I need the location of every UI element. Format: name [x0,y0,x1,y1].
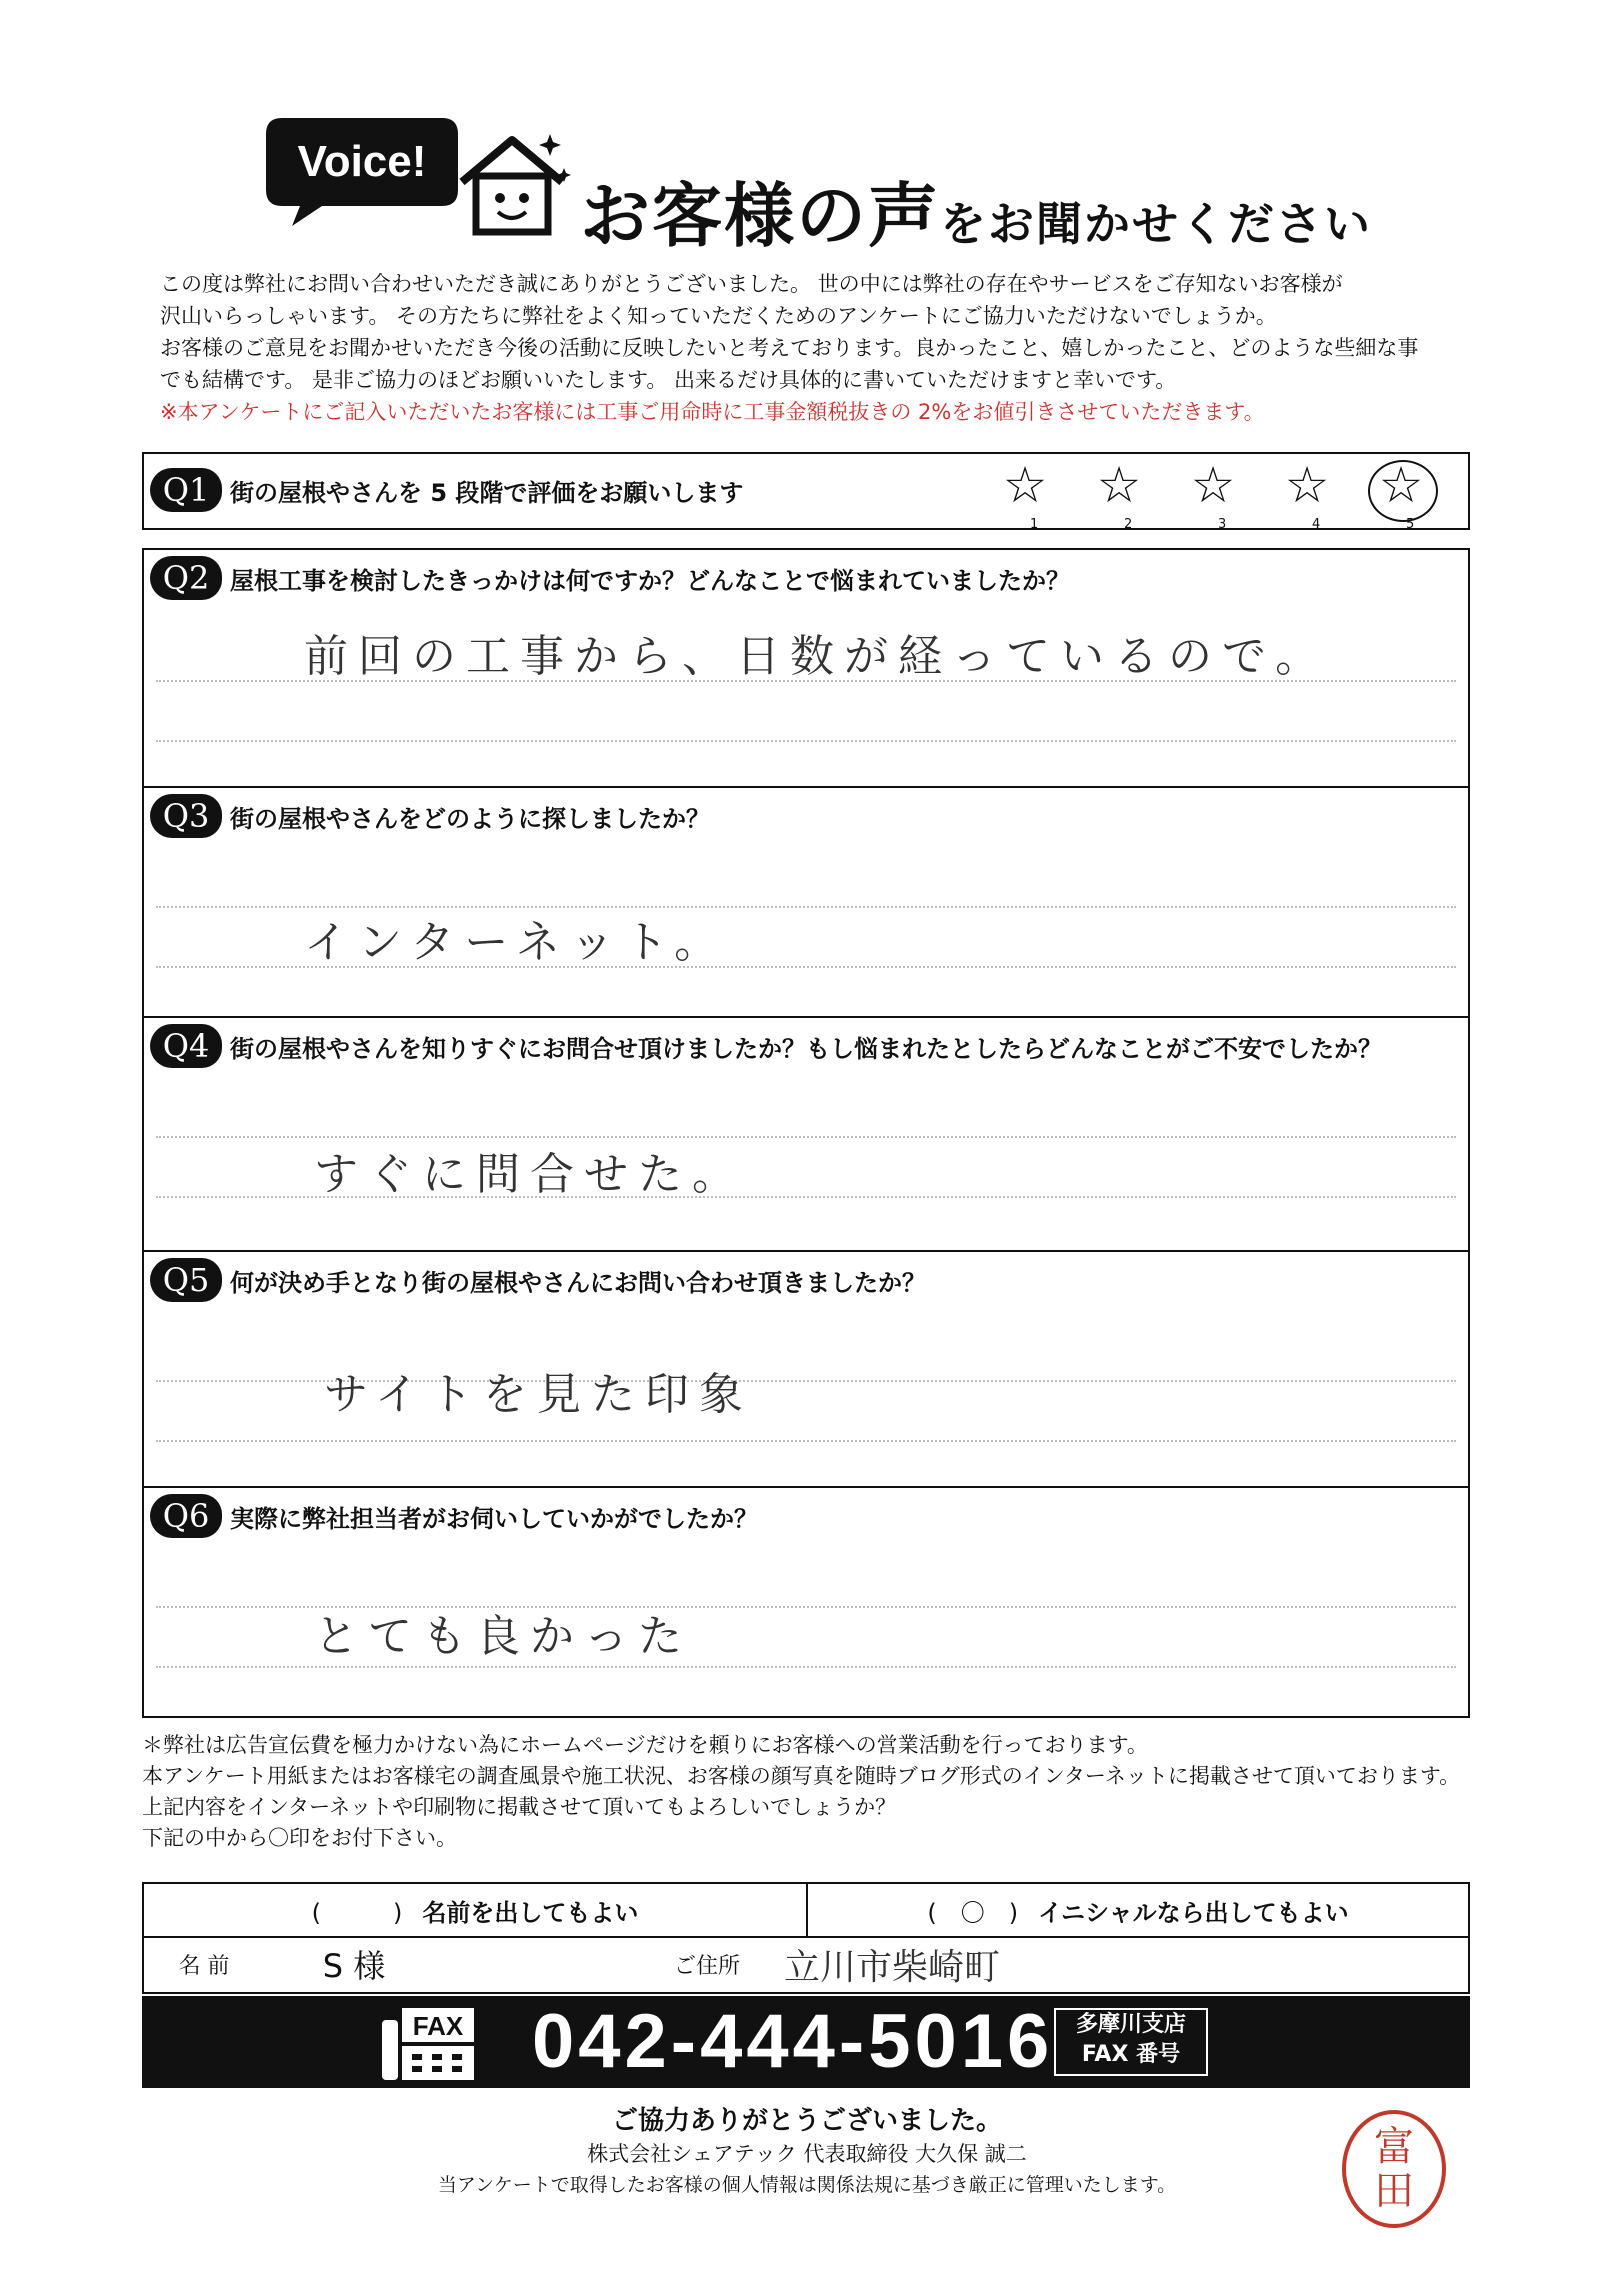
thanks-text: ご協力ありがとうございました。 [611,2106,1002,2136]
name-label: 名 前 [178,1953,230,1979]
option-paren: ( ) [311,1898,403,1927]
fax-bar [142,1996,1470,2088]
question-text: 街の屋根やさんをどのように探しましたか？ [230,804,710,833]
option-label: 名前を出してもよい [422,1898,639,1927]
question-text: 屋根工事を検討したきっかけは何ですか？どんなことで悩まれていましたか？ [230,566,1070,595]
question-badge: Q4 [150,1024,222,1068]
note-line: ＊弊社は広告宣伝費を極力かけない為にホームページだけを頼りにお客様への営業活動を行っております。 [142,1733,1148,1757]
address-value: 立川市柴崎町 [784,1946,1001,1988]
question-text: 何が決め手となり街の屋根やさんにお問い合わせ頂きましたか？ [230,1268,926,1297]
question-1-box [142,452,1470,530]
company-text: 株式会社シェアテック 代表取締役 大久保 誠二 [587,2142,1027,2166]
question-badge: Q6 [150,1494,222,1538]
star-label: 2 [1124,517,1133,532]
intro-line: お客様のご意見をお聞かせいただき今後の活動に反映したいと考えております。良かったこと、嬉しかったこと、どのような些細な事 [160,336,1419,360]
star-4[interactable]: ☆ 4 [1260,458,1354,512]
question-badge: Q3 [150,794,222,838]
rating-stars[interactable] [978,456,1448,532]
permission-options-row [144,1884,1468,1938]
question-2-box [142,548,1470,788]
question-6-box [142,1486,1470,1718]
option-initial-ok[interactable] [808,1884,1468,1936]
privacy-text: 当アンケートで取得したお客様の個人情報は関係法規に基づき厳正に管理いたします。 [437,2174,1177,2196]
answer-handwritten: すぐに問合せた。 [314,1149,746,1200]
question-badge: Q2 [150,556,222,600]
fax-number: 042-444-5016 [532,1999,1054,2084]
intro-text [160,268,1460,428]
intro-line: 沢山いらっしゃいます。 その方たちに弊社をよく知っていただくためのアンケートにご協力いただけないでしょうか。 [160,304,1277,328]
branch-box [1054,2008,1208,2076]
question-text: 実際に弊社担当者がお伺いしていかがでしたか？ [230,1504,758,1533]
question-badge: Q5 [150,1258,222,1302]
star-label: 5 [1406,517,1415,532]
seal-char: 田 [1374,2168,1414,2214]
intro-line: でも結構です。 是非ご協力のほどお願いいたします。 出来るだけ具体的に書いていただけますと幸いです。 [160,368,1177,392]
branch-fax-label: FAX 番号 [1081,2042,1181,2067]
seal-char: 富 [1374,2124,1414,2170]
option-paren: ( 〇 ) [927,1898,1019,1927]
star-3[interactable]: ☆ 3 [1166,458,1260,512]
question-3-box [142,786,1470,1018]
address-label: ご住所 [673,1953,740,1979]
star-label: 1 [1030,517,1039,532]
publication-notes [142,1730,1460,1854]
answer-handwritten: とても良かった [314,1611,692,1662]
voice-speech-bubble [262,110,462,228]
answer-handwritten: 前回の工事から、日数が経っているので。 [304,631,1330,682]
ruled-line [156,1666,1456,1668]
permission-table [142,1882,1470,1994]
answer-handwritten: インターネット。 [304,917,729,968]
star-label: 3 [1218,517,1227,532]
question-5-box [142,1250,1470,1488]
star-2[interactable]: ☆ 2 [1072,458,1166,512]
star-1[interactable]: ☆ 1 [978,458,1072,512]
discount-notice: ※本アンケートにご記入いただいたお客様には工事ご用命時に工事金額税抜きの 2%をお値引きさせていただきます。 [160,400,1265,424]
option-name-ok[interactable] [144,1884,806,1936]
question-badge: Q1 [150,468,222,512]
ruled-line [156,740,1456,742]
hanko-seal [1342,2110,1446,2228]
svg-text:Voice!: Voice! [297,137,427,186]
name-value: S 様 [322,1947,386,1985]
fax-machine-icon [378,2004,478,2084]
question-4-box [142,1016,1470,1252]
svg-text:FAX: FAX [412,2011,464,2041]
title-suffix: をお聞かせください [940,197,1372,251]
ruled-line [156,1440,1456,1442]
option-label: イニシャルなら出してもよい [1038,1898,1349,1927]
intro-line: この度は弊社にお問い合わせいただき誠にありがとうございました。 世の中には弊社の存在やサービスをご存知ないお客様が [160,272,1343,296]
question-text: 街の屋根やさんを 5 段階で評価をお願いします [230,478,744,507]
title-main: お客様の声 [580,175,940,257]
note-line: 本アンケート用紙またはお客様宅の調査風景や施工状況、お客様の顔写真を随時ブログ形式のインターネットに掲載させて頂いております。 [142,1764,1461,1788]
star-label: 4 [1312,517,1321,532]
selected-circle [1368,460,1438,522]
smiling-house-icon [452,128,572,238]
question-text: 街の屋根やさんを知りすぐにお問合せ頂けましたか？もし悩まれたとしたらどんなことがご不安でしたか？ [230,1034,1382,1063]
branch-name: 多摩川支店 [1075,2012,1186,2037]
star-5[interactable]: ☆ 5 [1354,458,1448,512]
note-line: 上記内容をインターネットや印刷物に掲載させて頂いてもよろしいでしょうか？ [142,1795,897,1819]
note-line: 下記の中から〇印をお付下さい。 [142,1826,457,1850]
answer-handwritten: サイトを見た印象 [324,1369,753,1420]
page-title [580,160,1372,261]
